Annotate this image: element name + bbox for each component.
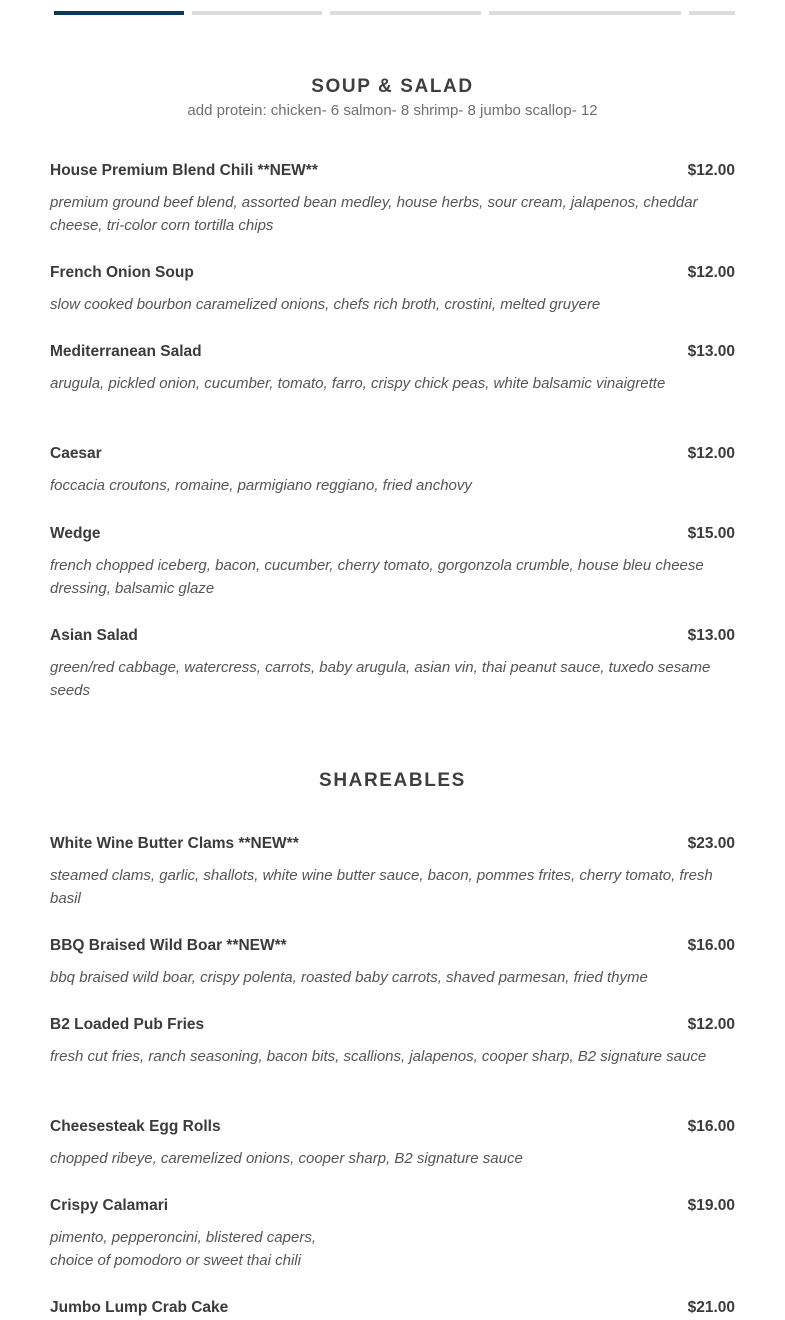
- menu-item-description: slow cooked bourbon caramelized onions, chefs rich broth, crostini, melted gruyere: [50, 296, 601, 313]
- menu-item-name: Asian Salad: [50, 627, 138, 644]
- menu-tab-2[interactable]: [192, 11, 322, 15]
- menu-item-name: French Onion Soup: [50, 264, 194, 281]
- menu-item-description: french chopped iceberg, bacon, cucumber, cherry tomato, gorgonzola crumble, house bleu cheese dressing, balsamic glaze: [50, 557, 704, 597]
- menu-item-name: Jumbo Lump Crab Cake: [50, 1299, 229, 1316]
- menu-item-price: $12.00: [687, 445, 735, 462]
- menu-category-tabs: [54, 11, 735, 15]
- protein-add-on-note: add protein: chicken- 6 salmon- 8 shrimp- 8 jumbo scallop- 12: [187, 102, 598, 119]
- menu-item-name: BBQ Braised Wild Boar **NEW**: [50, 937, 287, 954]
- menu-item-price: $13.00: [687, 627, 735, 644]
- menu-item-price: $12.00: [687, 162, 735, 179]
- menu-item-name: White Wine Butter Clams **NEW**: [50, 835, 299, 852]
- menu-item-price: $16.00: [687, 937, 735, 954]
- menu-item-price: $15.00: [687, 525, 735, 542]
- menu-tab-5[interactable]: [689, 11, 735, 15]
- menu-item-price: $12.00: [687, 264, 735, 281]
- section-title-soup-salad: SOUP & SALAD: [311, 76, 474, 97]
- menu-item-price: $12.00: [687, 1016, 735, 1033]
- menu-item-price: $16.00: [687, 1118, 735, 1135]
- menu-tab-1[interactable]: [54, 11, 184, 15]
- menu-item-price: $19.00: [687, 1197, 735, 1214]
- menu-tab-4[interactable]: [489, 11, 681, 15]
- menu-tab-3[interactable]: [330, 11, 481, 15]
- menu-item-name: B2 Loaded Pub Fries: [50, 1016, 205, 1033]
- menu-item-price: $21.00: [687, 1299, 735, 1316]
- menu-item-description: arugula, pickled onion, cucumber, tomato, farro, crispy chick peas, white balsamic vinaigrette: [50, 375, 666, 392]
- menu-item-price: $13.00: [687, 343, 735, 360]
- menu-item-name: House Premium Blend Chili **NEW**: [50, 162, 318, 179]
- menu-item-name: Caesar: [50, 445, 102, 462]
- menu-item-name: Cheesesteak Egg Rolls: [50, 1118, 221, 1135]
- menu-item-description: green/red cabbage, watercress, carrots, baby arugula, asian vin, thai peanut sauce, tuxedo sesame seeds: [50, 659, 711, 699]
- menu-item-name: Wedge: [50, 525, 101, 542]
- menu-item-description: fresh cut fries, ranch seasoning, bacon bits, scallions, jalapenos, cooper sharp, B2 signature sauce: [50, 1048, 707, 1065]
- menu-item-description: foccacia croutons, romaine, parmigiano reggiano, fried anchovy: [50, 477, 472, 494]
- menu-item-description: pimento, pepperoncini, blistered capers, choice of pomodoro or sweet thai chili: [50, 1229, 316, 1269]
- menu-item-price: $23.00: [687, 835, 735, 852]
- menu-item-description: steamed clams, garlic, shallots, white wine butter sauce, bacon, pommes frites, cherry tomato, fresh basil: [50, 867, 713, 907]
- menu-item-name: Crispy Calamari: [50, 1197, 169, 1214]
- menu-item-description: chopped ribeye, caremelized onions, cooper sharp, B2 signature sauce: [50, 1150, 523, 1167]
- menu-item-description: bbq braised wild boar, crispy polenta, roasted baby carrots, shaved parmesan, fried thyme: [50, 969, 648, 986]
- menu-item-name: Mediterranean Salad: [50, 343, 202, 360]
- section-title-shareables: SHAREABLES: [319, 770, 466, 791]
- menu-item-description: premium ground beef blend, assorted bean medley, house herbs, sour cream, jalapenos, cheddar cheese, tri-color corn tortilla chips: [50, 194, 698, 234]
